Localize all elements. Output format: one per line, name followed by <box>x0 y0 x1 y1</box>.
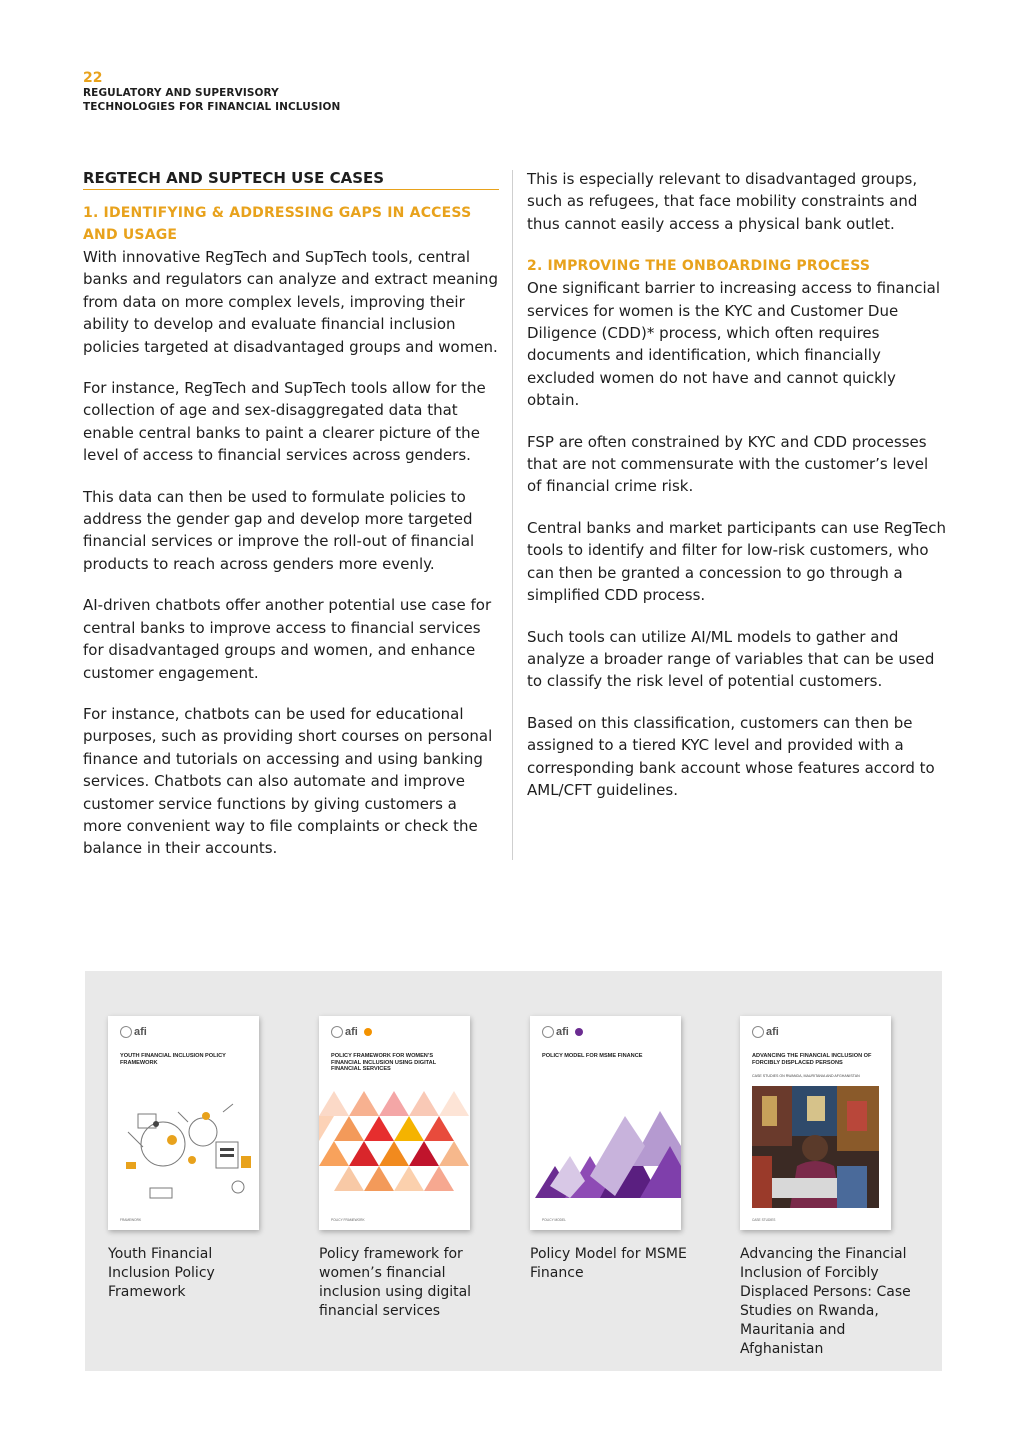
tailor-photo-icon <box>752 1086 879 1208</box>
subheading-identifying-gaps: 1. IDENTIFYING & ADDRESSING GAPS IN ACCESS AND USAGE <box>83 205 472 243</box>
youth-illustration-icon <box>108 1092 259 1200</box>
cover-type: CASE STUDIES <box>752 1218 776 1222</box>
paragraph: One significant barrier to increasing access to financial services for women is the KYC and Customer Due Diligence (CDD)* process, which often requires documents and identification, which financially excluded women do not have and cannot quickly obtain. <box>527 279 940 410</box>
left-column <box>83 168 499 860</box>
section-title: REGTECH AND SUPTECH USE CASES <box>83 168 499 190</box>
cover-type: POLICY MODEL <box>542 1218 566 1222</box>
paragraph: Central banks and market participants can use RegTech tools to identify and filter for low-risk customers, who can then be granted a concession to go through a simplified CDD process. <box>527 518 947 605</box>
afi-logo: afi <box>120 1026 147 1038</box>
paragraph: FSP are often constrained by KYC and CDD processes that are not commensurate with the customer’s level of financial crime risk. <box>527 432 929 496</box>
publication-caption: Policy framework for women’s financial inclusion using digital financial services <box>319 1246 472 1319</box>
triangle-pattern-icon <box>319 1086 470 1198</box>
publication-card[interactable] <box>740 1016 920 1359</box>
page-header <box>83 70 340 114</box>
publication-cover[interactable] <box>530 1016 681 1230</box>
publication-card[interactable] <box>319 1016 489 1321</box>
publication-caption: Advancing the Financial Inclusion of Forcibly Displaced Persons: Case Studies on Rwanda, Mauritania and Afghanistan <box>740 1246 911 1357</box>
afi-logo-icon <box>120 1026 132 1038</box>
cover-type: POLICY FRAMEWORK <box>331 1218 365 1222</box>
cover-title: POLICY FRAMEWORK FOR WOMEN’S FINANCIAL INCLUSION USING DIGITAL FINANCIAL SERVICES <box>331 1053 437 1073</box>
paragraph: For instance, RegTech and SupTech tools allow for the collection of age and sex-disaggregated data that enable central banks to paint a clearer picture of the level of access to financial services across genders. <box>83 379 486 465</box>
afi-logo: afi <box>752 1026 779 1038</box>
cover-title: ADVANCING THE FINANCIAL INCLUSION OF FORCIBLY DISPLACED PERSONS <box>752 1053 872 1066</box>
cover-title: POLICY MODEL FOR MSME FINANCE <box>542 1053 643 1059</box>
publication-caption: Youth Financial Inclusion Policy Framework <box>108 1246 215 1300</box>
document-title-line-1: REGULATORY AND SUPERVISORY <box>83 87 279 99</box>
paragraph: With innovative RegTech and SupTech tools, central banks and regulators can analyze and extract meaning from data on more complex levels, improving their ability to develop and evaluate financial inclusion policies targeted at disadvantaged groups and women. <box>83 248 498 356</box>
afi-logo-icon <box>752 1026 764 1038</box>
afi-logo-icon <box>542 1026 554 1038</box>
afi-logo: afi <box>331 1026 372 1038</box>
afi-logo-icon <box>331 1026 343 1038</box>
publication-caption: Policy Model for MSME Finance <box>530 1246 687 1281</box>
chevron-pattern-icon <box>530 1086 681 1202</box>
related-publications-panel <box>85 971 942 1371</box>
partner-logo-icon <box>575 1028 583 1036</box>
publication-cover[interactable] <box>740 1016 891 1230</box>
subheading-onboarding: 2. IMPROVING THE ONBOARDING PROCESS <box>527 258 871 275</box>
paragraph-intro: This is especially relevant to disadvantaged groups, such as refugees, that face mobility constraints and thus cannot easily access a physical bank outlet. <box>527 170 918 233</box>
afi-logo: afi <box>542 1026 583 1038</box>
paragraph: AI-driven chatbots offer another potential use case for central banks to improve access to financial services for disadvantaged groups and women, and enhance customer engagement. <box>83 596 492 682</box>
partner-logo-icon <box>364 1028 372 1036</box>
paragraph: For instance, chatbots can be used for educational purposes, such as providing short courses on personal finance and tutorials on accessing and using banking services. Chatbots can also automate and improve customer service functions by giving customers a more convenient way to file complaints or check the balance in their accounts. <box>83 704 493 858</box>
publication-card[interactable] <box>530 1016 690 1283</box>
paragraph: This data can then be used to formulate policies to address the gender gap and develop more targeted financial services or improve the roll-out of financial products to reach across genders more evenly. <box>83 487 475 573</box>
page-number: 22 <box>83 70 103 86</box>
cover-type: FRAMEWORK <box>120 1218 142 1222</box>
publication-cover[interactable] <box>108 1016 259 1230</box>
document-title-line-2: TECHNOLOGIES FOR FINANCIAL INCLUSION <box>83 101 341 113</box>
paragraph: Based on this classification, customers can then be assigned to a tiered KYC level and provided with a corresponding bank account whose features accord to AML/CFT guidelines. <box>527 713 935 799</box>
cover-subtitle: CASE STUDIES ON RWANDA, MAURITANIA AND AFGHANISTAN <box>752 1074 860 1078</box>
paragraph: Such tools can utilize AI/ML models to gather and analyze a broader range of variables that can be used to classify the risk level of potential customers. <box>527 627 935 691</box>
cover-title: YOUTH FINANCIAL INCLUSION POLICY FRAMEWORK <box>120 1053 226 1066</box>
right-column <box>527 168 947 801</box>
publication-card[interactable] <box>108 1016 268 1302</box>
publication-cover[interactable] <box>319 1016 470 1230</box>
column-divider <box>512 170 513 860</box>
